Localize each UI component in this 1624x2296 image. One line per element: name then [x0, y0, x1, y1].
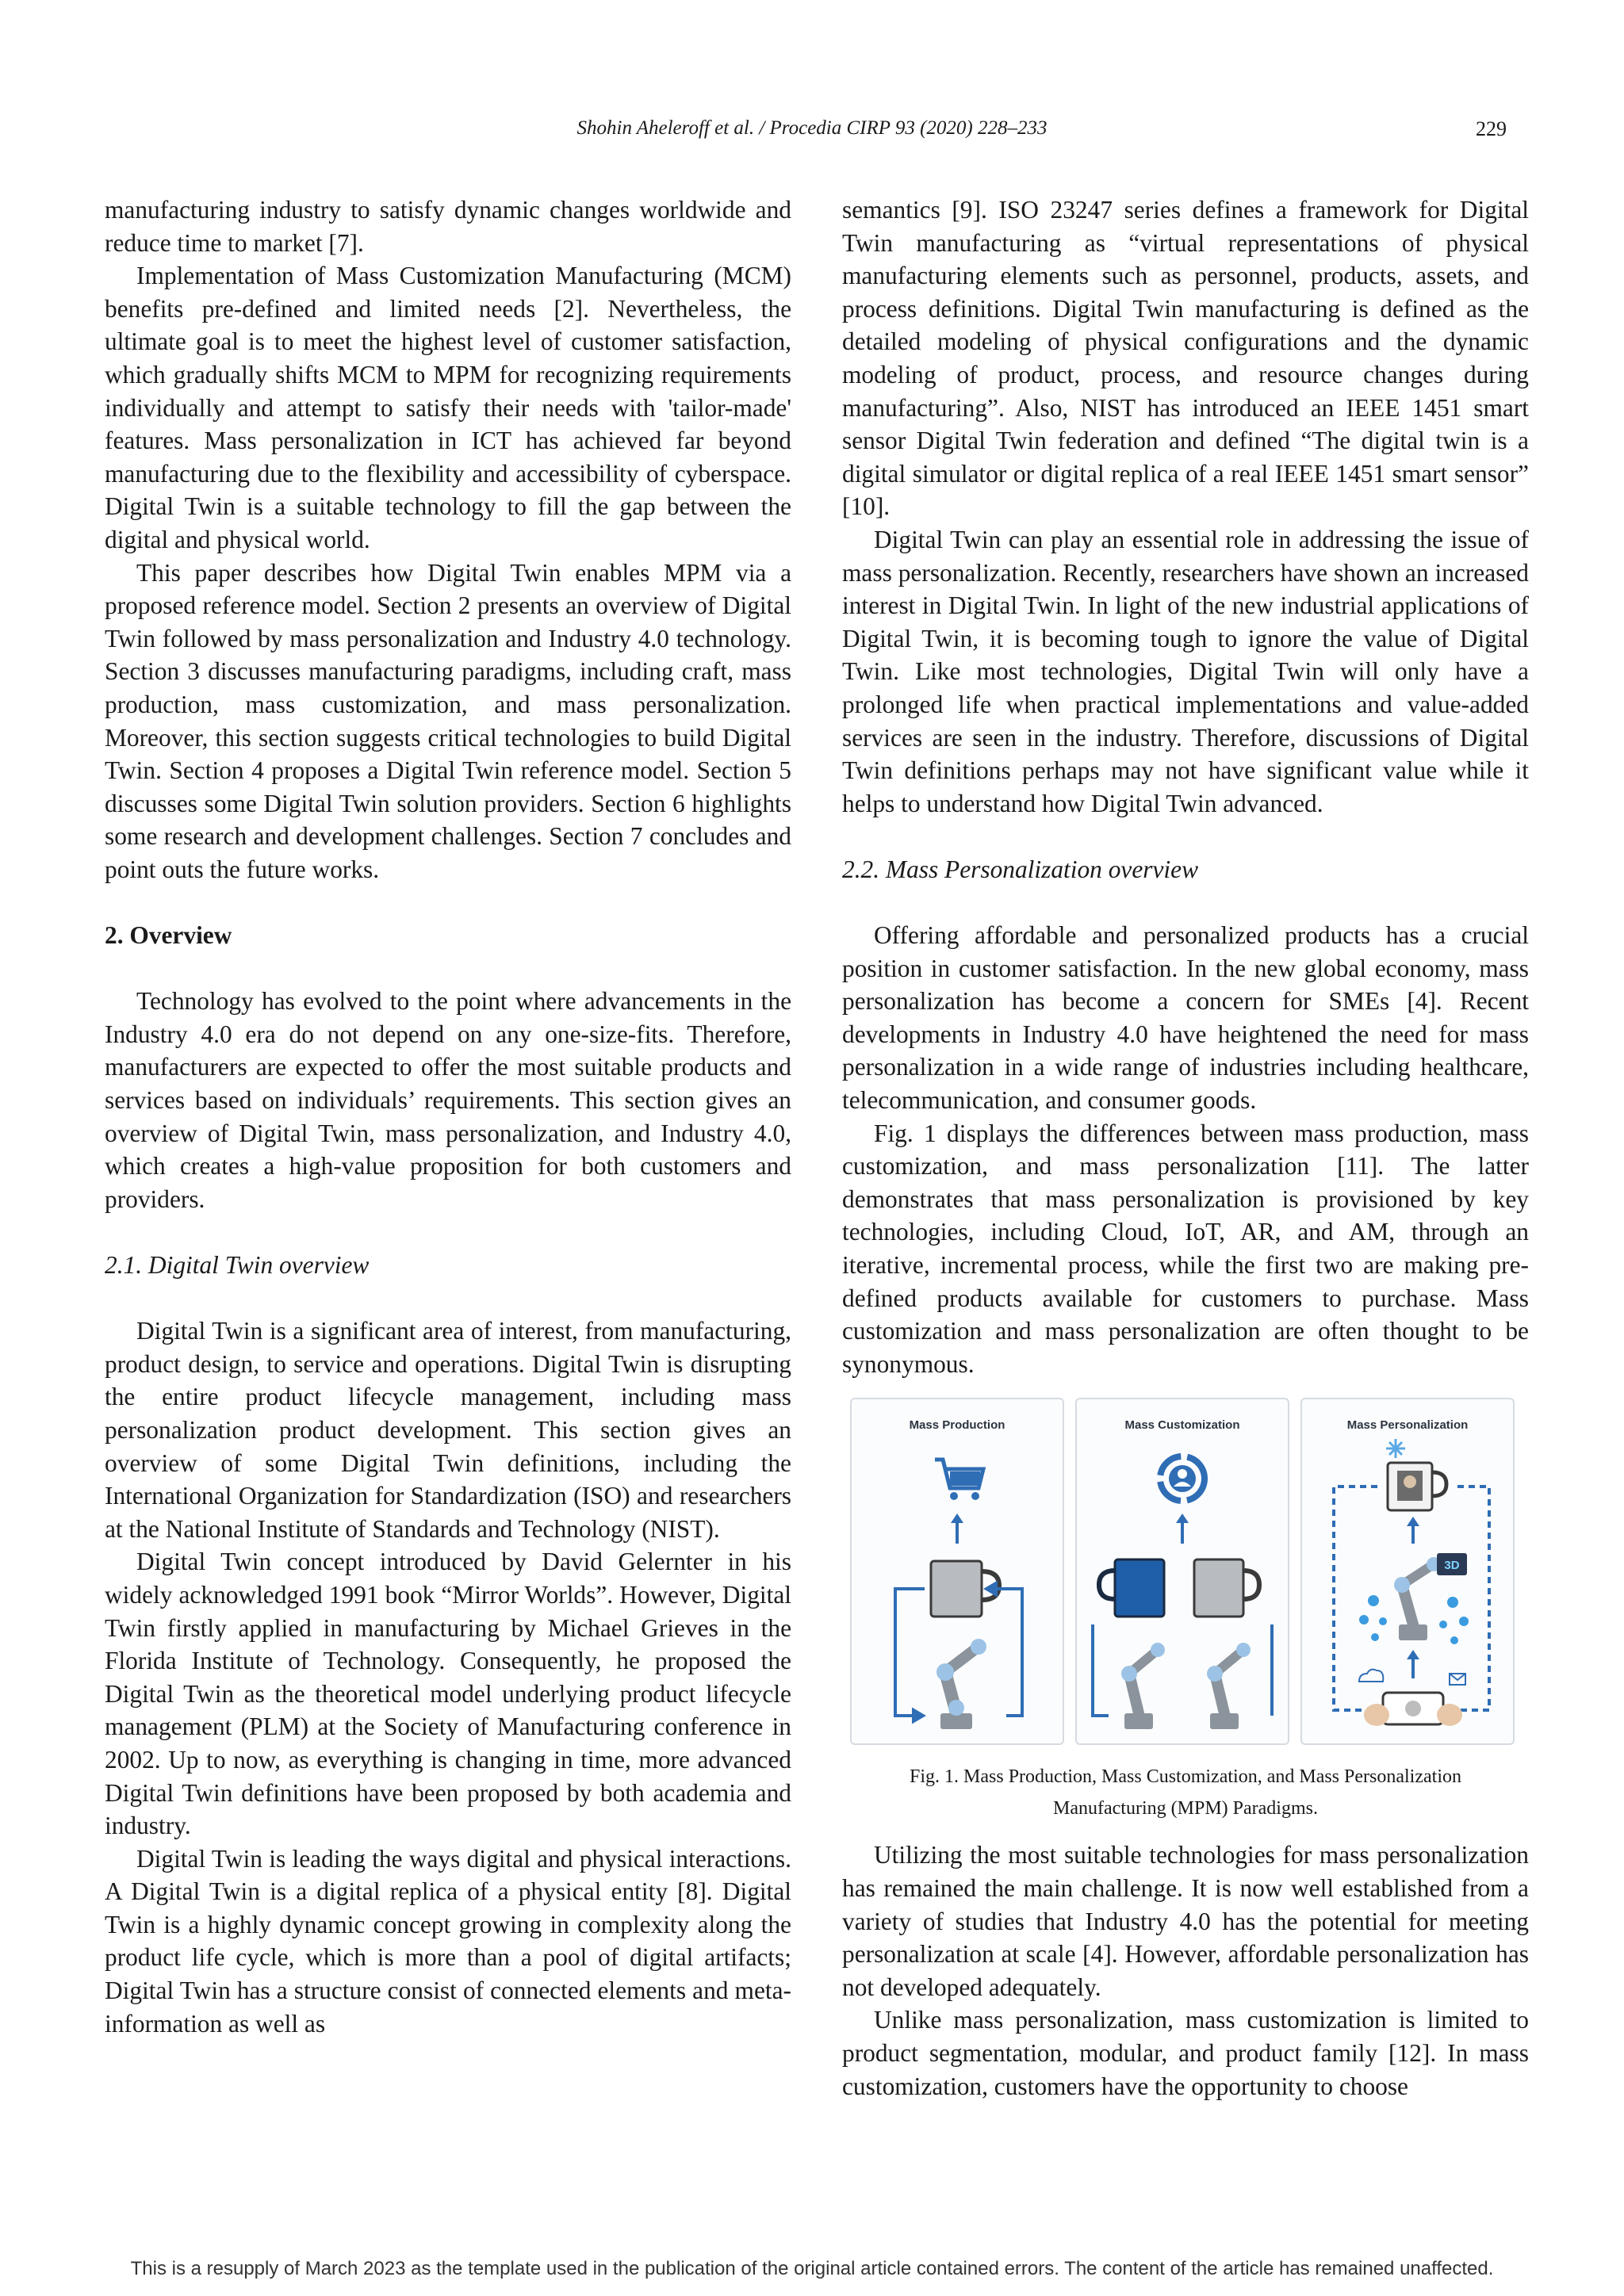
- paragraph: Unlike mass personalization, mass customization is limited to product segmentation, modular, and product family [12]. In mass customization, customers have the opportunity to choose: [842, 2006, 1529, 2100]
- paragraph: Digital Twin is a significant area of interest, from manufacturing, product design, to service and operations. Digital Twin is disrupting the entire product lifecycle management, including mass personalization product development. This section gives an overview of some Digital Twin definitions, including the International Organization for Standardization (ISO) and researchers at the National Institute of Standards and Technology (NIST).: [105, 1317, 791, 1543]
- user-cycle-icon: [1160, 1456, 1205, 1501]
- paragraph: This paper describes how Digital Twin enables MPM via a proposed reference model. Section 2 presents an overview of Digital Twin followed by mass personalization and Industry 4.0 technology. Section 3 discusses manufacturing paradigms, including craft, mass production, mass customization, and mass personalization. Moreover, this section suggests critical technologies to build Digital Twin. Section 4 proposes a Digital Twin reference model. Section 5 discusses some Digital Twin solution providers. Section 6 highlights some research and development challenges. Section 7 concludes and point outs the future works.: [105, 558, 791, 883]
- loop-arrows-icon: [1093, 1624, 1272, 1716]
- arrow-up-icon: [951, 1513, 963, 1544]
- panel-title: Mass Production: [909, 1418, 1005, 1433]
- robot-arm-icon: [1207, 1643, 1251, 1729]
- figure-1: [850, 1398, 1516, 1747]
- robot-arm-icon: [1394, 1557, 1441, 1640]
- caption-line: Fig. 1. Mass Production, Mass Customization, and Mass Personalization: [910, 1766, 1461, 1788]
- robot-arm-icon: [936, 1639, 986, 1729]
- paragraph: Digital Twin is leading the ways digital and physical interactions. A Digital Twin is a digital replica of a physical entity [8]. Digital Twin is a highly dynamic concept growing in complexity along the product life cycle, which is more than a pool of digital artifacts; Digital Twin has a structure consist of connected elements and meta-information as well as: [105, 1844, 791, 2038]
- panel-title: Mass Personalization: [1346, 1418, 1469, 1433]
- paragraph: manufacturing industry to satisfy dynamic changes worldwide and reduce time to market [7].: [105, 196, 791, 257]
- right-column: [842, 193, 1529, 2103]
- running-head: [0, 117, 1624, 149]
- resupply-notice: This is a resupply of March 2023 as the template used in the publication of the original article contained errors. The content of the article has remained unaffected.: [130, 2258, 1494, 2279]
- paragraph: Technology has evolved to the point where advancements in the Industry 4.0 era do not depend on any one-size-fits. Therefore, manufacturers are expected to offer the most suitable products and services based on individuals’ requirements. This section gives an overview of Digital Twin, mass personalization, and Industry 4.0, which creates a high-value proposition for both customers and providers.: [105, 987, 791, 1213]
- journal-citation: Shohin Aheleroff et al. / Procedia CIRP 93 (2020) 228–233: [576, 117, 1048, 139]
- mug-icon: [1194, 1559, 1259, 1617]
- cloud-icon: [1359, 1670, 1383, 1682]
- paragraph: Fig. 1 displays the differences between mass production, mass customization, and mass personalization [11]. The latter demonstrates that mass personalization is provisioned by key technologies, including Cloud, IoT, AR, and AM, through an iterative, incremental process, while the first two are making pre-defined products available for customers to purchase. Mass customization and mass personalization are often thought to be synonymous.: [842, 1119, 1529, 1378]
- arrow-up-icon: [1176, 1513, 1189, 1544]
- blue-mug-icon: [1099, 1559, 1164, 1617]
- section-heading-overview: 2. Overview: [105, 921, 232, 950]
- paragraph: Utilizing the most suitable technologies for mass personalization has remained the main challenge. It is now well established from a variety of studies that Industry 4.0 has the potential for meeting personalization at scale [4]. However, affordable personalization has not developed adequately.: [842, 1841, 1529, 2001]
- mass-personalization-illustration: [1302, 1426, 1513, 1743]
- mail-icon: [1450, 1674, 1465, 1685]
- arrow-up-icon: [1407, 1517, 1419, 1544]
- paragraph: Implementation of Mass Customization Manufacturing (MCM) benefits pre-defined and limited needs [2]. Nevertheless, the ultimate goal is to meet the highest level of customer satisfaction, which gradually shifts MCM to MPM for recognizing requirements individually and attempt to satisfy their needs with 'tailor-made' features. Mass personalization in ICT has achieved far beyond manufacturing due to the flexibility and accessibility of cyberspace. Digital Twin is a suitable technology to fill the gap between the digital and physical world.: [105, 262, 791, 553]
- page-number: 229: [1476, 117, 1507, 140]
- panel-title: Mass Customization: [1124, 1418, 1240, 1433]
- paragraph: semantics [9]. ISO 23247 series defines a framework for Digital Twin manufacturing as “virtual representations of physical manufacturing elements such as personnel, products, assets, and process definitions. Digital Twin manufacturing is defined as the detailed modeling of physical configurations and the dynamic modeling of product, process, and resource changes during manufacturing”. Also, NIST has introduced an IEEE 1451 smart sensor Digital Twin federation and defined “The digital twin is a digital simulator or digital replica of a real IEEE 1451 smart sensor” [10].: [842, 196, 1529, 521]
- caption-line: Manufacturing (MPM) Paradigms.: [1053, 1798, 1318, 1820]
- panel-mass-personalization: [1300, 1398, 1515, 1745]
- paragraph: Digital Twin can play an essential role in addressing the issue of mass personalization. Recently, researchers have shown an increased interest in Digital Twin. In light of the new industrial applications of Digital Twin, it is becoming tough to ignore the value of Digital Twin. Like most technologies, Digital Twin will only have a prolonged life when practical implementations and value-added services are seen in the industry. Therefore, discussions of Digital Twin definitions perhaps may not have significant value while it helps to understand how Digital Twin advanced.: [842, 525, 1529, 817]
- left-column: [105, 193, 791, 2040]
- personalized-mug-icon: [1388, 1463, 1446, 1510]
- arrow-up-icon: [1407, 1650, 1419, 1678]
- mass-production-illustration: [852, 1426, 1063, 1743]
- subsection-heading-digital-twin: 2.1. Digital Twin overview: [105, 1251, 370, 1279]
- panel-mass-customization: [1075, 1398, 1289, 1745]
- svg-text:3D: 3D: [1444, 1559, 1460, 1573]
- subsection-heading-mass-personalization: 2.2. Mass Personalization overview: [842, 855, 1199, 883]
- paragraph: Digital Twin concept introduced by David Gelernter in his widely acknowledged 1991 book “Mirror Worlds”. However, Digital Twin firstly applied in manufacturing by Michael Grieves in the Florida Institute of Technology. Consequently, he proposed the Digital Twin as the theoretical model underlying product lifecycle management (PLM) at the Society of Manufacturing conference in 2002. Up to now, as everything is changing in time, more advanced Digital Twin definitions have been proposed by both academia and industry.: [105, 1548, 791, 1840]
- mass-customization-illustration: [1077, 1426, 1288, 1743]
- panel-mass-production: [850, 1398, 1064, 1745]
- cart-icon: [935, 1460, 983, 1500]
- robot-arm-icon: [1121, 1643, 1165, 1729]
- figure-caption: [842, 1761, 1529, 1824]
- paragraph: Offering affordable and personalized products has a crucial position in customer satisfaction. In the new global economy, mass personalization has become a concern for SMEs [4]. Recent developments in Industry 4.0 have heightened the need for mass personalization in a wide range of industries including healthcare, telecommunication, and consumer goods.: [842, 921, 1529, 1115]
- hands-phone-icon: [1364, 1693, 1462, 1726]
- screen-3d-icon: [1437, 1553, 1467, 1575]
- snowflake-icon: [1386, 1439, 1405, 1458]
